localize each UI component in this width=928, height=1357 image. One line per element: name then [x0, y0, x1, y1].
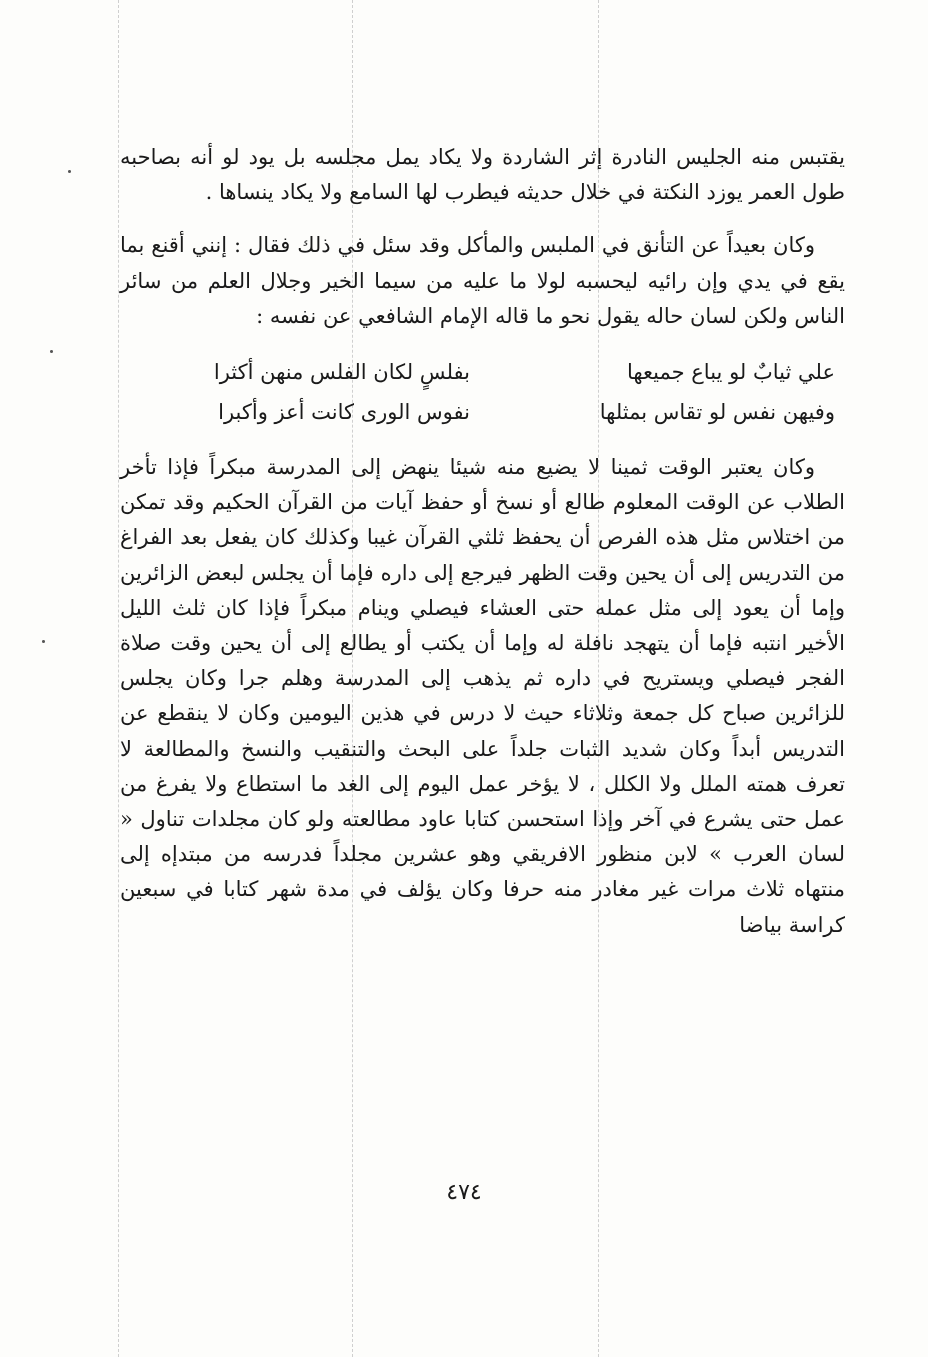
fold-line — [118, 0, 119, 1357]
verse-line-1 — [140, 352, 835, 392]
paragraph-3: وكان يعتبر الوقت ثمينا لا يضيع منه شيئا ينهض إلى المدرسة مبكراً فإذا تأخر الطلاب عن الوقت المعلوم طالع أو نسخ أو حفظ آيات من القرآن الحكيم وقد تمكن من اختلاس مثل هذه الفرص أن يحفظ ثلثي القرآن غيبا وكذلك كان يفعل بعد الفراغ من التدريس إلى أن يحين وقت الظهر فيرجع إلى داره فإما أن يجلس لبعض الزائرين وإما أن يعود إلى مثل عمله حتى العشاء فيصلي وينام مبكراً فإذا كان ثلث الليل الأخير انتبه فإما أن يتهجد نافلة له وإما أن يكتب أو يطالع إلى أن يحين وقت صلاة الفجر فيصلي ويستريح في داره ثم يذهب إلى المدرسة وهلم جرا وكان يجلس للزائرين صباح كل جمعة وثلاثاء حيث لا درس في هذين اليومين وكان لا ينقطع عن التدريس أبداً وكان شديد الثبات جلداً على البحث والتنقيب والنسخ والمطالعة لا تعرف همته الملل ولا الكلل ، لا يؤخر عمل اليوم إلى الغد ما استطاع ولا يفرغ من عمل حتى يشرع في آخر وإذا استحسن كتابا عاود مطالعته ولو كان مجلدات تناول « لسان العرب » لابن منظور الافريقي وهو عشرين مجلداً فدرسه من مبتدإه إلى منتهاه ثلاث مرات غير مغادر منه حرفا وكان يؤلف في مدة شهر كتابا في سبعين كراسة بياضا — [120, 455, 845, 937]
scan-speck — [42, 640, 45, 643]
page-number: ٤٧٤ — [446, 1180, 482, 1205]
verse-line-2 — [140, 392, 835, 432]
paragraph-2: وكان بعيداً عن التأنق في الملبس والمأكل وقد سئل في ذلك فقال : إنني أقنع بما يقع في يدي وإن رائيه ليحسبه لولا ما عليه من سيما الخير وجلال العلم من سائر الناس ولكن لسان حاله يقول نحو ما قاله الإمام الشافعي عن نفسه : — [120, 233, 845, 328]
paragraph-1: يقتبس منه الجليس النادرة إثر الشاردة ولا يكاد يمل مجلسه بل يود لو أنه بصاحبه طول العمر يوزد النكتة في خلال حديثه فيطرب لها السامع ولا يكاد ينساها . — [120, 145, 845, 205]
poem-verse — [120, 352, 845, 432]
verse-1-second-hemistich: بفلسٍ لكان الفلس منهن أكثرا — [213, 360, 470, 385]
verse-2-second-hemistich: نفوس الورى كانت أعز وأكبرا — [218, 400, 470, 425]
scan-speck — [68, 170, 71, 173]
verse-1-first-hemistich: علي ثيابٌ لو يباع جميعها — [626, 360, 835, 385]
verse-2-first-hemistich: وفيهن نفس لو تقاس بمثلها — [599, 400, 835, 425]
scan-speck — [50, 350, 53, 353]
text-body — [120, 140, 845, 961]
